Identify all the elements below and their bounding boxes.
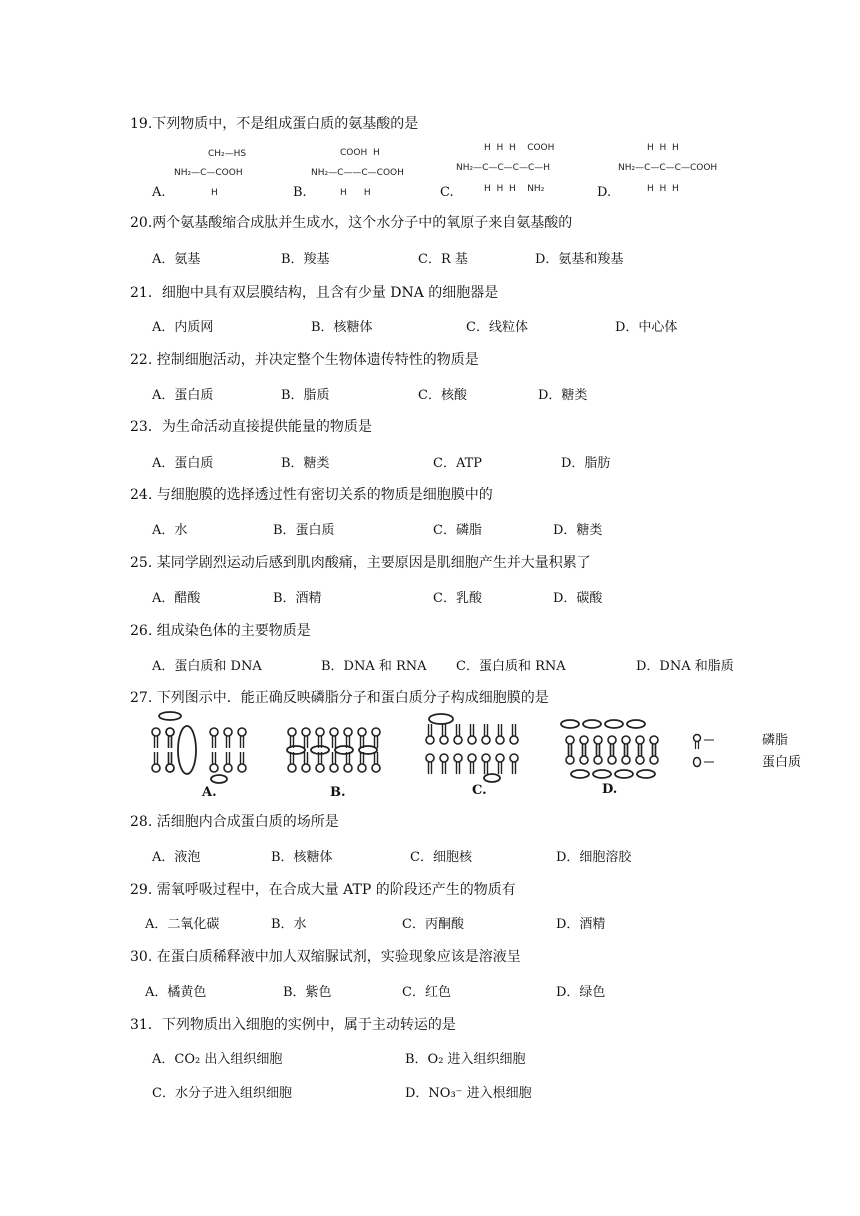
- q23-option-b[interactable]: B．糖类: [281, 456, 330, 471]
- q24-option-b[interactable]: B．蛋白质: [273, 523, 335, 538]
- c-lipid-bottom-head: [510, 754, 518, 762]
- q24-option-a[interactable]: A．水: [152, 523, 188, 538]
- d-protein-top: [561, 720, 579, 728]
- d-lipid-top-head: [566, 736, 574, 744]
- d-protein-top: [627, 720, 645, 728]
- d-lipid-bottom-head: [622, 756, 630, 764]
- a-lipid-top-head: [166, 728, 174, 736]
- structure-c-line2: NH₂—C—C—C—C—H: [456, 163, 551, 173]
- question-23-stem: 23．为生命活动直接提供能量的物质是: [130, 419, 372, 435]
- q29-option-d[interactable]: D．酒精: [556, 917, 606, 932]
- membrane-diagrams: [0, 710, 860, 830]
- d-lipid-bottom-head: [594, 756, 602, 764]
- d-protein-bottom: [593, 770, 611, 778]
- b-lipid-bottom-head: [344, 764, 352, 772]
- d-protein-bottom: [637, 770, 655, 778]
- q25-option-d[interactable]: D．碳酸: [553, 591, 603, 606]
- q20-option-b[interactable]: B．羧基: [281, 252, 330, 267]
- q23-option-d[interactable]: D．脂肪: [561, 456, 611, 471]
- c-lipid-top-head: [496, 736, 504, 744]
- structure-c-line3: H H H NH₂: [484, 184, 545, 194]
- c-lipid-bottom-head: [426, 754, 434, 762]
- b-lipid-top-head: [358, 728, 366, 736]
- a-lipid-top-head: [152, 728, 160, 736]
- c-lipid-bottom-head: [440, 754, 448, 762]
- q24-option-d[interactable]: D．糖类: [553, 523, 603, 538]
- b-lipid-top-head: [316, 728, 324, 736]
- a-protein-transmembrane: [178, 726, 196, 774]
- b-lipid-bottom-head: [288, 764, 296, 772]
- d-protein-bottom: [571, 770, 589, 778]
- c-protein-top: [429, 714, 453, 724]
- legend-phospholipid-label: 磷脂: [762, 733, 789, 748]
- d-lipid-bottom-head: [580, 756, 588, 764]
- q26-option-d[interactable]: D．DNA 和脂质: [636, 659, 734, 674]
- a-protein-bottom: [211, 775, 227, 783]
- question-20-stem: 20.两个氨基酸缩合成肽并生成水，这个水分子中的氧原子来自氨基酸的: [130, 215, 573, 231]
- q23-option-a[interactable]: A．蛋白质: [152, 456, 214, 471]
- c-lipid-bottom-head: [482, 754, 490, 762]
- q22-option-b[interactable]: B．脂质: [281, 388, 330, 403]
- d-lipid-bottom-head: [608, 756, 616, 764]
- c-lipid-top-head: [440, 736, 448, 744]
- q21-option-c[interactable]: C．线粒体: [466, 320, 528, 335]
- q31-option-d[interactable]: D．NO₃⁻ 进入根细胞: [405, 1086, 532, 1101]
- question-21-stem: 21．细胞中具有双层膜结构，且含有少量 DNA 的细胞器是: [130, 285, 499, 301]
- q31-option-c[interactable]: C．水分子进入组织细胞: [152, 1086, 292, 1101]
- q25-option-b[interactable]: B．酒精: [273, 591, 322, 606]
- b-protein-middle: [287, 746, 305, 754]
- q30-option-a[interactable]: A．橘黄色: [145, 985, 207, 1000]
- a-lipid-bottom-head: [238, 764, 246, 772]
- d-lipid-bottom-head: [566, 756, 574, 764]
- d-lipid-top-head: [650, 736, 658, 744]
- q20-option-a[interactable]: A．氨基: [152, 252, 201, 267]
- q19-option-c-label[interactable]: C.: [440, 185, 454, 200]
- legend-lipid-head: [694, 735, 701, 742]
- q25-option-a[interactable]: A．醋酸: [152, 591, 201, 606]
- q26-option-b[interactable]: B．DNA 和 RNA: [321, 659, 427, 674]
- b-lipid-bottom-head: [302, 764, 310, 772]
- a-lipid-top-head: [224, 728, 232, 736]
- q19-option-d-label[interactable]: D.: [597, 185, 612, 200]
- c-lipid-top-head: [510, 736, 518, 744]
- d-lipid-top-head: [636, 736, 644, 744]
- d-protein-top: [605, 720, 623, 728]
- q27-option-b-label[interactable]: B.: [330, 785, 346, 800]
- q29-option-c[interactable]: C．丙酮酸: [402, 917, 464, 932]
- d-protein-top: [583, 720, 601, 728]
- a-lipid-top-head: [238, 728, 246, 736]
- a-lipid-bottom-head: [210, 764, 218, 772]
- q30-option-b[interactable]: B．紫色: [283, 985, 332, 1000]
- q27-option-a-label[interactable]: A.: [202, 785, 217, 800]
- q26-option-c[interactable]: C．蛋白质和 RNA: [456, 659, 566, 674]
- q30-option-d[interactable]: D．绿色: [556, 985, 606, 1000]
- structure-a-line2: NH₂—C—COOH: [174, 168, 243, 178]
- q23-option-c[interactable]: C．ATP: [433, 456, 483, 471]
- b-lipid-top-head: [288, 728, 296, 736]
- structure-a-line1: CH₂—HS: [208, 149, 247, 159]
- d-lipid-top-head: [580, 736, 588, 744]
- q27-option-d-label[interactable]: D.: [602, 782, 618, 797]
- b-lipid-top-head: [330, 728, 338, 736]
- d-lipid-bottom-head: [650, 756, 658, 764]
- d-lipid-top-head: [594, 736, 602, 744]
- q20-option-d[interactable]: D．氨基和羧基: [535, 252, 624, 267]
- a-lipid-top-head: [210, 728, 218, 736]
- legend-protein-glyph: [694, 758, 701, 767]
- c-lipid-top-head: [454, 736, 462, 744]
- b-lipid-top-head: [372, 728, 380, 736]
- structure-d-line3: H H H: [647, 184, 679, 194]
- q22-option-d[interactable]: D．糖类: [538, 388, 588, 403]
- question-28-stem: 28. 活细胞内合成蛋白质的场所是: [130, 814, 339, 830]
- q29-option-b[interactable]: B．水: [271, 917, 307, 932]
- a-protein-top: [159, 712, 181, 720]
- structure-d-line1: H H H: [647, 143, 679, 153]
- q25-option-c[interactable]: C．乳酸: [433, 591, 482, 606]
- c-lipid-top-head: [468, 736, 476, 744]
- d-protein-bottom: [615, 770, 633, 778]
- structure-d-line2: NH₂—C—C—C—COOH: [618, 163, 718, 173]
- structure-c-line1: H H H COOH: [484, 143, 555, 153]
- structure-b-line2: NH₂—C——C—COOH: [311, 168, 404, 178]
- c-lipid-bottom-head: [468, 754, 476, 762]
- b-lipid-bottom-head: [358, 764, 366, 772]
- b-protein-middle: [335, 746, 353, 754]
- q19-option-b-label[interactable]: B.: [293, 185, 307, 200]
- q28-option-a[interactable]: A．液泡: [152, 850, 201, 865]
- q21-option-a[interactable]: A．内质网: [152, 320, 214, 335]
- q24-option-c[interactable]: C．磷脂: [433, 523, 482, 538]
- q20-option-c[interactable]: C．R 基: [418, 252, 468, 267]
- question-22-stem: 22. 控制细胞活动，并决定整个生物体遗传特性的物质是: [130, 352, 479, 368]
- structure-b-line1: COOH H: [340, 148, 380, 158]
- question-30-stem: 30. 在蛋白质稀释液中加人双缩脲试剂，实验现象应该是溶液呈: [130, 949, 521, 965]
- structure-b-line3: H H: [340, 188, 371, 198]
- question-26-stem: 26. 组成染色体的主要物质是: [130, 623, 311, 639]
- q28-option-b[interactable]: B．核糖体: [271, 850, 333, 865]
- b-protein-middle: [311, 746, 329, 754]
- a-lipid-bottom-head: [152, 764, 160, 772]
- b-lipid-top-head: [344, 728, 352, 736]
- q30-option-c[interactable]: C．红色: [402, 985, 451, 1000]
- q21-option-d[interactable]: D．中心体: [615, 320, 678, 335]
- c-lipid-top-head: [482, 736, 490, 744]
- q19-option-a-label[interactable]: A.: [152, 185, 166, 200]
- a-lipid-bottom-head: [224, 764, 232, 772]
- d-lipid-bottom-head: [636, 756, 644, 764]
- structure-a-line3: H: [211, 188, 218, 198]
- d-lipid-top-head: [608, 736, 616, 744]
- question-29-stem: 29. 需氧呼吸过程中，在合成大量 ATP 的阶段还产生的物质有: [130, 882, 516, 898]
- q27-option-c-label[interactable]: C.: [472, 783, 487, 798]
- a-lipid-bottom-head: [166, 764, 174, 772]
- q21-option-b[interactable]: B．核糖体: [311, 320, 373, 335]
- question-27-stem: 27. 下列图示中．能正确反映磷脂分子和蛋白质分子构成细胞膜的是: [130, 690, 549, 706]
- c-lipid-bottom-head: [496, 754, 504, 762]
- c-protein-bottom: [484, 774, 500, 782]
- question-25-stem: 25. 某同学剧烈运动后感到肌肉酸痛，主要原因是肌细胞产生并大量积累了: [130, 555, 591, 571]
- legend-protein-label: 蛋白质: [762, 755, 802, 770]
- question-31-stem: 31．下列物质出入细胞的实例中，属于主动转运的是: [130, 1017, 456, 1033]
- b-protein-middle: [359, 746, 377, 754]
- b-lipid-bottom-head: [316, 764, 324, 772]
- c-lipid-top-head: [426, 736, 434, 744]
- q22-option-a[interactable]: A．蛋白质: [152, 388, 214, 403]
- question-24-stem: 24. 与细胞膜的选择透过性有密切关系的物质是细胞膜中的: [130, 487, 493, 503]
- q31-option-a[interactable]: A．CO₂ 出入组织细胞: [152, 1052, 283, 1067]
- question-19-stem: 19.下列物质中，不是组成蛋白质的氨基酸的是: [130, 116, 419, 132]
- d-lipid-top-head: [622, 736, 630, 744]
- b-lipid-top-head: [302, 728, 310, 736]
- q26-option-a[interactable]: A．蛋白质和 DNA: [152, 659, 262, 674]
- q29-option-a[interactable]: A．二氧化碳: [145, 917, 220, 932]
- q22-option-c[interactable]: C．核酸: [418, 388, 467, 403]
- b-lipid-bottom-head: [372, 764, 380, 772]
- b-lipid-bottom-head: [330, 764, 338, 772]
- q31-option-b[interactable]: B．O₂ 进入组织细胞: [405, 1052, 526, 1067]
- c-lipid-bottom-head: [454, 754, 462, 762]
- q28-option-d[interactable]: D．细胞溶胶: [556, 850, 632, 865]
- q28-option-c[interactable]: C．细胞核: [410, 850, 472, 865]
